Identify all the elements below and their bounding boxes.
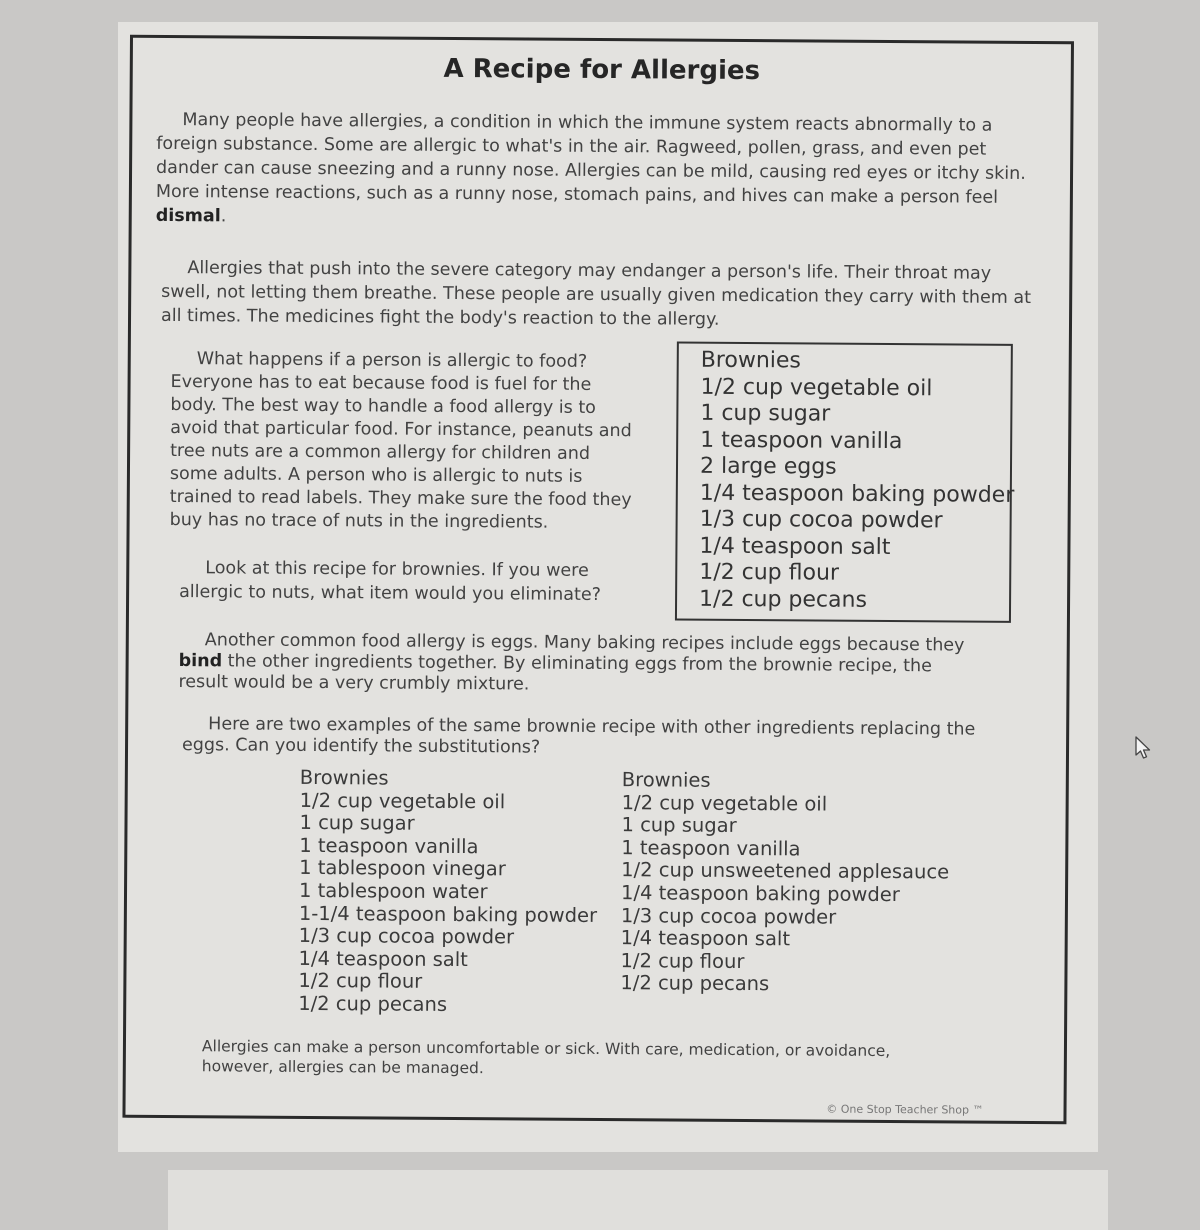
- eggs-bold-word: bind: [178, 651, 223, 672]
- recipe-line: 1 cup sugar: [621, 813, 737, 838]
- eggs-paragraph: [178, 630, 978, 699]
- recipe-line: 1/3 cup cocoa powder: [298, 924, 515, 949]
- recipe-line: Brownies: [621, 768, 711, 792]
- recipe-line: 1/3 cup cocoa powder: [620, 903, 837, 929]
- worksheet-frame: [122, 35, 1074, 1125]
- recipe-line: 1 tablespoon water: [298, 878, 488, 904]
- intro-text: Many people have allergies, a condition in which the immune system reacts abnormally to a foreign substance. Some are allergic to what's in the air. Ragweed, pollen, grass, and even pet dander can cause sneezing and a runny nose. Allergies can be mild, causing red eyes or itchy skin. More intense reactions, such as a runny nose, stomach pains, and hives can make a person feel: [155, 110, 1026, 208]
- next-paper-sheet: [168, 1170, 1108, 1230]
- recipe-line: 1/2 cup pecans: [699, 586, 868, 613]
- recipe-line: 1/4 teaspoon salt: [298, 946, 468, 971]
- food-allergy-paragraph: What happens if a person is allergic to food? Everyone has to eat because food is fuel for the body. The best way to handle a food allergy is to avoid that particular food. For instance, peanuts and tree nuts are a common allergy for children and some adults. A person who is allergic to nuts is trained to read labels. They make sure the food they buy has no trace of nuts in the ingredients.: [169, 349, 632, 533]
- recipe-line: 1/2 cup flour: [699, 559, 840, 586]
- recipe-line: 1/4 teaspoon baking powder: [699, 480, 1015, 508]
- recipe-line: 1 teaspoon vanilla: [299, 833, 479, 858]
- recipe-question-paragraph: Look at this recipe for brownies. If you were allergic to nuts, what item would you eliminate?: [179, 558, 602, 606]
- page-title: A Recipe for Allergies: [443, 53, 761, 87]
- recipe-line: 1/2 cup flour: [620, 948, 745, 973]
- recipe-line: 1/2 cup vegetable oil: [621, 790, 828, 816]
- substitution-paragraph: Here are two examples of the same brownie recipe with other ingredients replacing the eggs. Can you identify the substitutions?: [181, 714, 976, 758]
- intro-bold-word: dismal: [155, 205, 221, 227]
- recipe-line: 1/2 cup pecans: [620, 971, 770, 996]
- recipe-line: 1/4 teaspoon baking powder: [620, 881, 900, 907]
- recipe-line: 1/4 teaspoon salt: [620, 926, 791, 951]
- severe-paragraph: Allergies that push into the severe category may endanger a person's life. Their throat may swell, not letting them breathe. These people are usually given medication they carry with them at all times. The medicines fight the body's reaction to the allergy.: [160, 258, 1032, 330]
- recipe-line: 1-1/4 teaspoon baking powder: [298, 901, 598, 927]
- recipe-line: 1/2 cup pecans: [298, 991, 448, 1016]
- alt-recipe-vinegar: [298, 767, 598, 1018]
- recipe-line: 1 cup sugar: [700, 400, 831, 427]
- recipe-line: 1/4 teaspoon salt: [699, 533, 891, 560]
- recipe-line: 1/2 cup unsweetened applesauce: [621, 858, 950, 884]
- recipe-line: 1 teaspoon vanilla: [700, 427, 903, 454]
- recipe-line: Brownies: [700, 347, 802, 374]
- intro-end: .: [220, 206, 227, 227]
- recipe-line: 1/2 cup flour: [298, 969, 423, 994]
- eggs-text-b: the other ingredients together. By eliminating eggs from the brownie recipe, the result would be a very crumbly mixture.: [178, 651, 932, 695]
- intro-paragraph: [156, 108, 1049, 234]
- mouse-pointer-icon: [1134, 736, 1154, 760]
- recipe-line: 1 teaspoon vanilla: [621, 835, 801, 861]
- alt-recipe-applesauce: [620, 769, 950, 997]
- brownie-recipe-box: [675, 342, 1013, 623]
- copyright-notice: © One Stop Teacher Shop ™: [826, 1102, 984, 1117]
- recipe-line: Brownies: [299, 765, 389, 790]
- recipe-line: 2 large eggs: [699, 453, 837, 480]
- recipe-line: 1/2 cup vegetable oil: [700, 374, 933, 401]
- recipe-line: 1/2 cup vegetable oil: [299, 788, 506, 813]
- recipe-line: 1 tablespoon vinegar: [299, 856, 506, 881]
- recipe-line: 1/3 cup cocoa powder: [699, 506, 943, 534]
- closing-paragraph: Allergies can make a person uncomfortable or sick. With care, medication, or avoidance, however, allergies can be managed.: [201, 1037, 891, 1078]
- eggs-text-a: Another common food allergy is eggs. Many baking recipes include eggs because they: [204, 630, 965, 656]
- recipe-line: 1 cup sugar: [299, 811, 415, 835]
